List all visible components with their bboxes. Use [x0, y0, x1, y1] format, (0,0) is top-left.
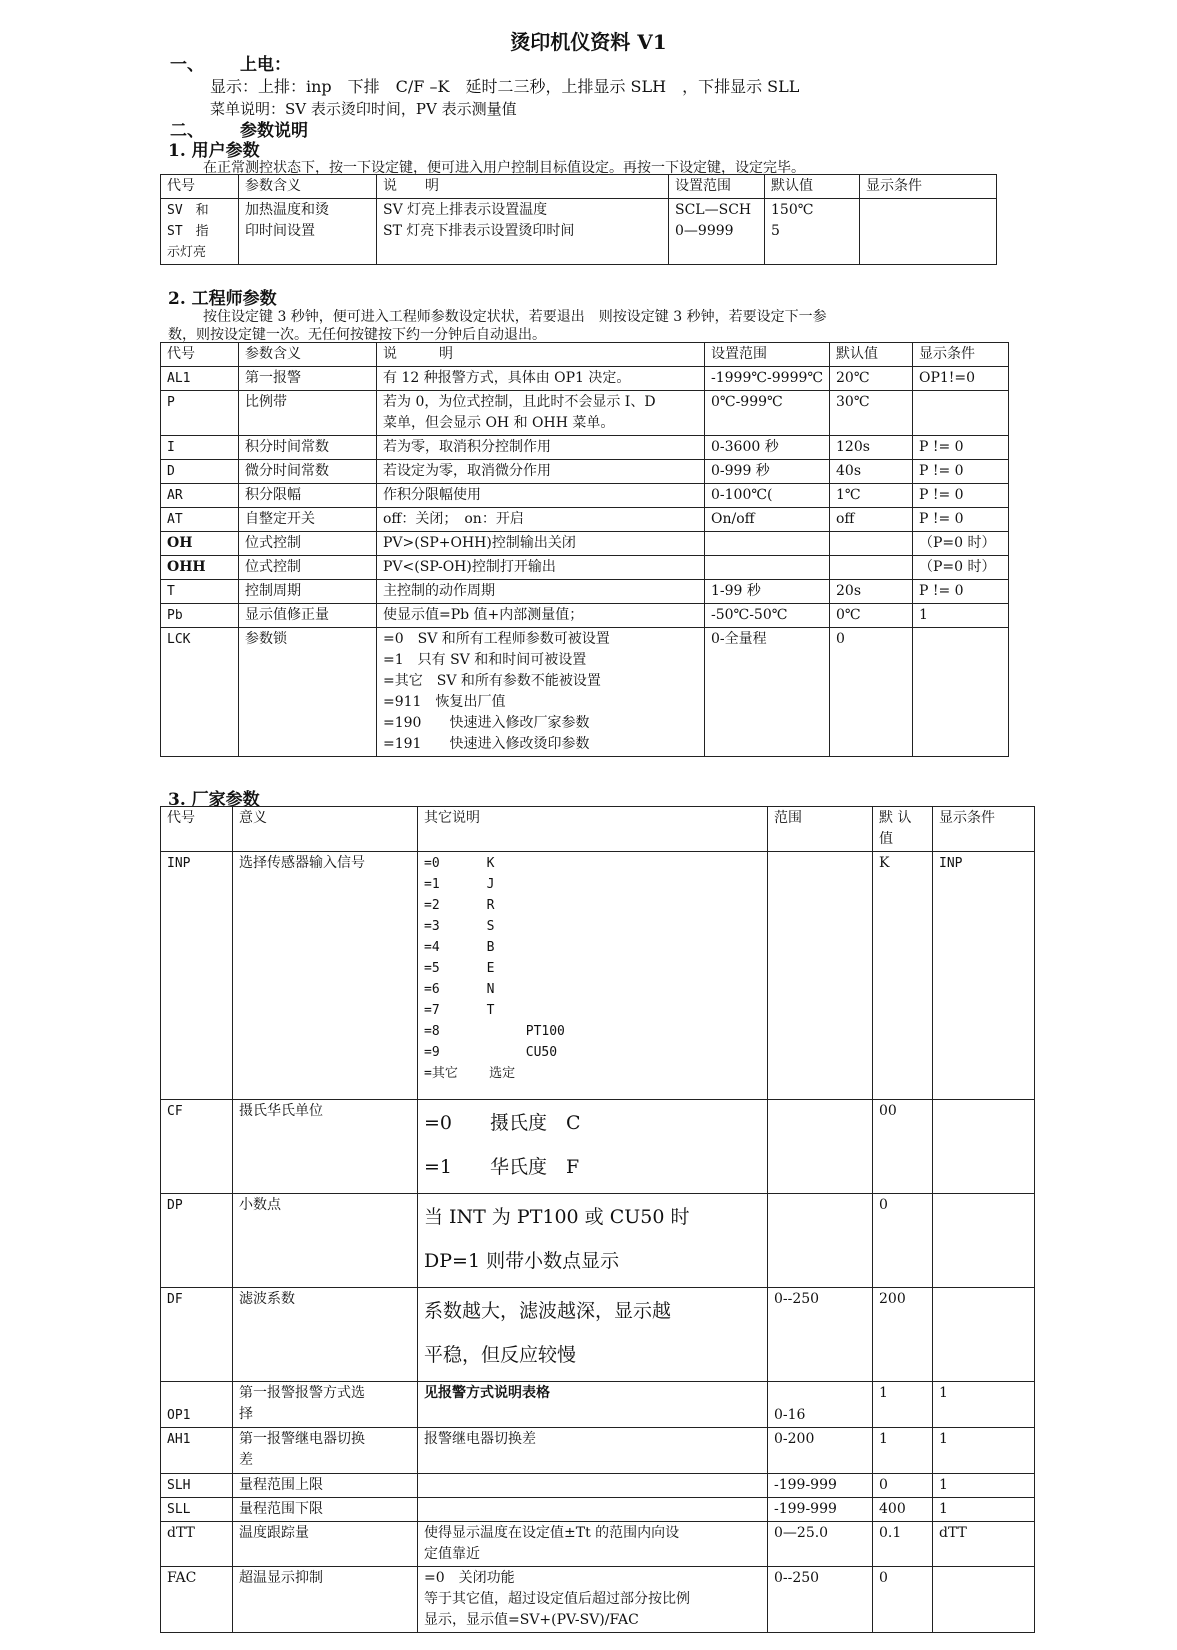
- code-line: ST 指: [167, 224, 209, 239]
- meaning-cell: 第一报警: [239, 367, 377, 391]
- desc-cell: [377, 508, 705, 532]
- default-cell: 0: [873, 1567, 933, 1633]
- desc-line: 若为零，取消积分控制作用: [383, 439, 551, 455]
- default-cell: [830, 556, 913, 580]
- document-title: 烫印机仪资料 V1: [510, 30, 667, 54]
- cond-cell: [913, 391, 1009, 436]
- range-cell: [705, 532, 830, 556]
- section1-number: 一、: [170, 55, 204, 75]
- header-cell: 代号: [161, 175, 239, 199]
- cond-cell: [860, 199, 997, 265]
- code-cell: AT: [161, 508, 239, 532]
- header-cell: 显示条件: [860, 175, 997, 199]
- code-line: 示灯亮: [167, 245, 207, 260]
- range-cell: [705, 556, 830, 580]
- desc-cell: [418, 852, 768, 1100]
- code-cell: DP: [161, 1194, 233, 1288]
- table-row: [161, 199, 997, 265]
- desc-cell: [377, 580, 705, 604]
- meaning-cell: 摄氏华氏单位: [233, 1100, 418, 1194]
- code-cell: DF: [161, 1288, 233, 1382]
- user-params-heading: 1. 用户参数: [168, 141, 260, 161]
- cond-cell: dTT: [933, 1522, 1035, 1567]
- inp-option-line: =其它 选定: [424, 1066, 516, 1081]
- desc-line: =0 摄氏度 C: [424, 1112, 581, 1134]
- range-cell: [768, 1194, 873, 1288]
- meaning-cell: 小数点: [233, 1194, 418, 1288]
- inp-option-line: =1 J: [424, 877, 495, 892]
- cond-cell: 1: [913, 604, 1009, 628]
- default-cell: K: [873, 852, 933, 1100]
- code-line: SV 和: [167, 203, 209, 218]
- default-line: 5: [771, 223, 780, 239]
- user-params-intro: 在正常测控状态下，按一下设定键，便可进入用户控制目标值设定。再按一下设定键，设定完毕。: [203, 160, 805, 176]
- desc-cell: [418, 1498, 768, 1522]
- range-cell: -199-999: [768, 1474, 873, 1498]
- inp-option-line: =3 S: [424, 919, 495, 934]
- table-row: [161, 556, 1009, 580]
- table-row: [161, 460, 1009, 484]
- inp-option-line: =6 N: [424, 982, 495, 997]
- default-line: 150℃: [771, 202, 814, 218]
- desc-cell: [377, 556, 705, 580]
- default-cell: 0: [873, 1474, 933, 1498]
- table-row: [161, 1194, 1035, 1288]
- code-cell: CF: [161, 1100, 233, 1194]
- desc-cell: [377, 484, 705, 508]
- table-header-row: [161, 807, 1035, 852]
- desc-line: 定值靠近: [424, 1546, 480, 1562]
- desc-line: PV<(SP-OH)控制打开输出: [383, 559, 556, 575]
- code-cell: SLL: [161, 1498, 233, 1522]
- meaning-cell: 位式控制: [239, 556, 377, 580]
- range-cell: On/off: [705, 508, 830, 532]
- desc-line: =1 华氏度 F: [424, 1156, 580, 1178]
- desc-cell: [418, 1288, 768, 1382]
- meaning-line: 印时间设置: [245, 223, 315, 239]
- desc-line: =911 恢复出厂值: [383, 694, 506, 710]
- table-row: [161, 852, 1035, 1100]
- meaning-cell: [233, 1428, 418, 1474]
- desc-line: 若为 0，为位式控制，且此时不会显示 I、D: [383, 394, 656, 410]
- desc-line: 有 12 种报警方式，具体由 OP1 决定。: [383, 370, 631, 386]
- inp-option-line: =9 CU50: [424, 1045, 558, 1060]
- cond-cell: （P=0 时）: [913, 556, 1009, 580]
- code-cell: D: [161, 460, 239, 484]
- range-cell: 0—25.0: [768, 1522, 873, 1567]
- range-cell: 0-3600 秒: [705, 436, 830, 460]
- cond-cell: [933, 1194, 1035, 1288]
- range-cell: -1999℃-9999℃: [705, 367, 830, 391]
- range-cell: 0-16: [768, 1382, 873, 1428]
- code-cell: SLH: [161, 1474, 233, 1498]
- desc-cell: [377, 367, 705, 391]
- default-cell: 120s: [830, 436, 913, 460]
- meaning-line: 第一报警继电器切换: [239, 1431, 365, 1447]
- factory-params-heading: 3. 厂家参数: [168, 790, 260, 810]
- desc-cell: 报警继电器切换差: [418, 1428, 768, 1474]
- code-cell: T: [161, 580, 239, 604]
- desc-line: 平稳，但反应较慢: [424, 1344, 577, 1366]
- header-cell: 代号: [161, 343, 239, 367]
- desc-line: PV>(SP+OHH)控制输出关闭: [383, 535, 576, 551]
- desc-cell: 见报警方式说明表格: [418, 1382, 768, 1428]
- desc-line: SV 灯亮上排表示设置温度: [383, 202, 548, 218]
- code-cell: AH1: [161, 1428, 233, 1474]
- meaning-cell: 温度跟踪量: [233, 1522, 418, 1567]
- header-cell: 显示条件: [913, 343, 1009, 367]
- desc-cell: [377, 532, 705, 556]
- default-cell: 20s: [830, 580, 913, 604]
- cond-cell: [933, 1288, 1035, 1382]
- meaning-line: 加热温度和烫: [245, 202, 329, 218]
- cond-cell: （P=0 时）: [913, 532, 1009, 556]
- cond-cell: P != 0: [913, 580, 1009, 604]
- cond-cell: INP: [933, 852, 1035, 1100]
- desc-cell: [418, 1100, 768, 1194]
- range-cell: [768, 1100, 873, 1194]
- cond-cell: P != 0: [913, 484, 1009, 508]
- table-row: [161, 1382, 1035, 1428]
- desc-line: 等于其它值，超过设定值后超过部分按比例: [424, 1591, 690, 1607]
- range-cell: 0-200: [768, 1428, 873, 1474]
- default-cell: 30℃: [830, 391, 913, 436]
- section2-number: 二、: [170, 121, 204, 141]
- meaning-cell: 量程范围上限: [233, 1474, 418, 1498]
- desc-line: off：关闭； on：开启: [383, 511, 524, 527]
- code-cell: OP1: [161, 1382, 233, 1428]
- range-cell: -199-999: [768, 1498, 873, 1522]
- table-row: [161, 436, 1009, 460]
- cond-cell: P != 0: [913, 508, 1009, 532]
- engineer-params-heading: 2. 工程师参数: [168, 289, 277, 309]
- header-cell: 范围: [768, 807, 873, 852]
- default-cell: 1℃: [830, 484, 913, 508]
- cond-cell: [933, 1567, 1035, 1633]
- table-header-row: [161, 175, 997, 199]
- inp-option-line: =0 K: [424, 856, 495, 871]
- header-cell: 设置范围: [705, 343, 830, 367]
- desc-line: =0 关闭功能: [424, 1570, 515, 1586]
- table-row: [161, 1567, 1035, 1633]
- code-cell: OHH: [161, 556, 239, 580]
- cond-cell: 1: [933, 1428, 1035, 1474]
- meaning-cell: 选择传感器输入信号: [233, 852, 418, 1100]
- desc-cell: [377, 604, 705, 628]
- desc-cell: [377, 628, 705, 757]
- default-cell: 40s: [830, 460, 913, 484]
- desc-line: 当 INT 为 PT100 或 CU50 时: [424, 1206, 690, 1228]
- meaning-cell: 比例带: [239, 391, 377, 436]
- range-cell: 0-100℃(: [705, 484, 830, 508]
- inp-option-line: =8 PT100: [424, 1024, 565, 1039]
- desc-cell: [418, 1567, 768, 1633]
- range-cell: [669, 199, 765, 265]
- engineer-params-intro-2: 数，则按设定键一次。无任何按键按下约一分钟后自动退出。: [168, 327, 546, 343]
- desc-line: =0 SV 和所有工程师参数可被设置: [383, 631, 610, 647]
- range-cell: 1-99 秒: [705, 580, 830, 604]
- desc-line: 使显示值=Pb 值+内部测量值；: [383, 607, 584, 623]
- code-cell: I: [161, 436, 239, 460]
- section1-heading: 上电：: [240, 55, 291, 75]
- table-row: [161, 1498, 1035, 1522]
- meaning-cell: 参数锁: [239, 628, 377, 757]
- desc-line: ST 灯亮下排表示设置烫印时间: [383, 223, 575, 239]
- cond-cell: OP1!=0: [913, 367, 1009, 391]
- cond-cell: 1: [933, 1382, 1035, 1428]
- meaning-cell: 自整定开关: [239, 508, 377, 532]
- table-row: [161, 1100, 1035, 1194]
- header-cell: 说 明: [377, 343, 705, 367]
- header-cell: 显示条件: [933, 807, 1035, 852]
- header-cell: 参数含义: [239, 343, 377, 367]
- table-row: [161, 367, 1009, 391]
- range-cell: 0-全量程: [705, 628, 830, 757]
- factory-params-table: [160, 806, 1035, 1633]
- range-line: SCL—SCH: [675, 202, 752, 218]
- default-cell: 400: [873, 1498, 933, 1522]
- default-cell: 20℃: [830, 367, 913, 391]
- table-row: [161, 628, 1009, 757]
- header-line: 值: [879, 831, 893, 847]
- default-cell: [830, 532, 913, 556]
- table-row: [161, 1522, 1035, 1567]
- code-cell: INP: [161, 852, 233, 1100]
- header-cell: 默认值: [765, 175, 860, 199]
- range-cell: -50℃-50℃: [705, 604, 830, 628]
- header-cell: 代号: [161, 807, 233, 852]
- default-cell: [765, 199, 860, 265]
- meaning-line: 第一报警报警方式选: [239, 1385, 365, 1401]
- desc-cell: [418, 1194, 768, 1288]
- meaning-cell: 位式控制: [239, 532, 377, 556]
- desc-line: 主控制的动作周期: [383, 583, 495, 599]
- table-header-row: [161, 343, 1009, 367]
- table-row: [161, 1474, 1035, 1498]
- engineer-params-intro-1: 按住设定键 3 秒钟，便可进入工程师参数设定状状，若要退出 则按设定键 3 秒钟，若要设定下一参: [203, 309, 827, 325]
- default-cell: 1: [873, 1428, 933, 1474]
- table-row: [161, 532, 1009, 556]
- meaning-cell: 控制周期: [239, 580, 377, 604]
- default-cell: 00: [873, 1100, 933, 1194]
- code-cell: Pb: [161, 604, 239, 628]
- desc-cell: [418, 1522, 768, 1567]
- range-cell: 0℃-999℃: [705, 391, 830, 436]
- range-cell: 0--250: [768, 1288, 873, 1382]
- header-cell: [873, 807, 933, 852]
- default-cell: off: [830, 508, 913, 532]
- header-cell: 说 明: [377, 175, 669, 199]
- default-cell: 0: [830, 628, 913, 757]
- header-cell: 默认值: [830, 343, 913, 367]
- default-cell: 0: [873, 1194, 933, 1288]
- desc-line: 系数越大，滤波越深，显示越: [424, 1300, 672, 1322]
- engineer-params-table: [160, 342, 1009, 757]
- range-cell: 0-999 秒: [705, 460, 830, 484]
- header-cell: 其它说明: [418, 807, 768, 852]
- inp-option-line: =2 R: [424, 898, 495, 913]
- meaning-cell: 积分时间常数: [239, 436, 377, 460]
- desc-cell: [377, 199, 669, 265]
- desc-line: =其它 SV 和所有参数不能被设置: [383, 673, 601, 689]
- meaning-cell: [233, 1382, 418, 1428]
- inp-option-line: =5 E: [424, 961, 495, 976]
- desc-line: =1 只有 SV 和和时间可被设置: [383, 652, 587, 668]
- cond-cell: 1: [933, 1474, 1035, 1498]
- code-cell: FAC: [161, 1567, 233, 1633]
- meaning-cell: 超温显示抑制: [233, 1567, 418, 1633]
- cond-cell: [913, 628, 1009, 757]
- header-cell: 设置范围: [669, 175, 765, 199]
- header-cell: 意义: [233, 807, 418, 852]
- range-line: 0—9999: [675, 223, 734, 239]
- code-cell: LCK: [161, 628, 239, 757]
- code-cell: P: [161, 391, 239, 436]
- desc-cell: [418, 1474, 768, 1498]
- cond-cell: P != 0: [913, 436, 1009, 460]
- default-cell: 0℃: [830, 604, 913, 628]
- meaning-cell: 显示值修正量: [239, 604, 377, 628]
- table-row: [161, 580, 1009, 604]
- meaning-cell: [239, 199, 377, 265]
- header-cell: 参数含义: [239, 175, 377, 199]
- meaning-line: 择: [239, 1406, 253, 1422]
- meaning-cell: 量程范围下限: [233, 1498, 418, 1522]
- desc-line: DP=1 则带小数点显示: [424, 1250, 620, 1272]
- code-cell: dTT: [161, 1522, 233, 1567]
- range-cell: [768, 852, 873, 1100]
- desc-cell: [377, 391, 705, 436]
- meaning-cell: 滤波系数: [233, 1288, 418, 1382]
- table-row: [161, 1428, 1035, 1474]
- code-cell: AR: [161, 484, 239, 508]
- cond-cell: 1: [933, 1498, 1035, 1522]
- table-row: [161, 508, 1009, 532]
- desc-line: 显示，显示值=SV+(PV-SV)/FAC: [424, 1612, 639, 1628]
- meaning-cell: 积分限幅: [239, 484, 377, 508]
- inp-option-line: =7 T: [424, 1003, 495, 1018]
- cond-cell: [933, 1100, 1035, 1194]
- inp-option-line: =4 B: [424, 940, 495, 955]
- desc-line: =190 快速进入修改厂家参数: [383, 715, 590, 731]
- meaning-cell: 微分时间常数: [239, 460, 377, 484]
- desc-line: 菜单，但会显示 OH 和 OHH 菜单。: [383, 415, 615, 431]
- table-row: [161, 1288, 1035, 1382]
- section1-menu-text: 菜单说明：SV 表示烫印时间，PV 表示测量值: [210, 100, 517, 118]
- desc-line: 使得显示温度在设定值±Tt 的范围内向设: [424, 1525, 680, 1541]
- table-row: [161, 604, 1009, 628]
- desc-cell: [377, 460, 705, 484]
- default-cell: 1: [873, 1382, 933, 1428]
- desc-line: =191 快速进入修改烫印参数: [383, 736, 590, 752]
- meaning-line: 差: [239, 1452, 253, 1468]
- section1-display-text: 显示：上排：inp 下排 C/F –K 延时二三秒，上排显示 SLH ，下排显示 SLL: [210, 77, 800, 96]
- range-cell: 0--250: [768, 1567, 873, 1633]
- desc-line: 若设定为零，取消微分作用: [383, 463, 551, 479]
- code-cell: OH: [161, 532, 239, 556]
- user-params-table: [160, 174, 997, 265]
- default-cell: 200: [873, 1288, 933, 1382]
- default-cell: 0.1: [873, 1522, 933, 1567]
- section2-heading: 参数说明: [240, 121, 308, 141]
- desc-line: 作积分限幅使用: [383, 487, 481, 503]
- desc-cell: [377, 436, 705, 460]
- code-cell: AL1: [161, 367, 239, 391]
- header-line: 默 认: [879, 810, 912, 826]
- table-row: [161, 484, 1009, 508]
- table-row: [161, 391, 1009, 436]
- cond-cell: P != 0: [913, 460, 1009, 484]
- code-cell: [161, 199, 239, 265]
